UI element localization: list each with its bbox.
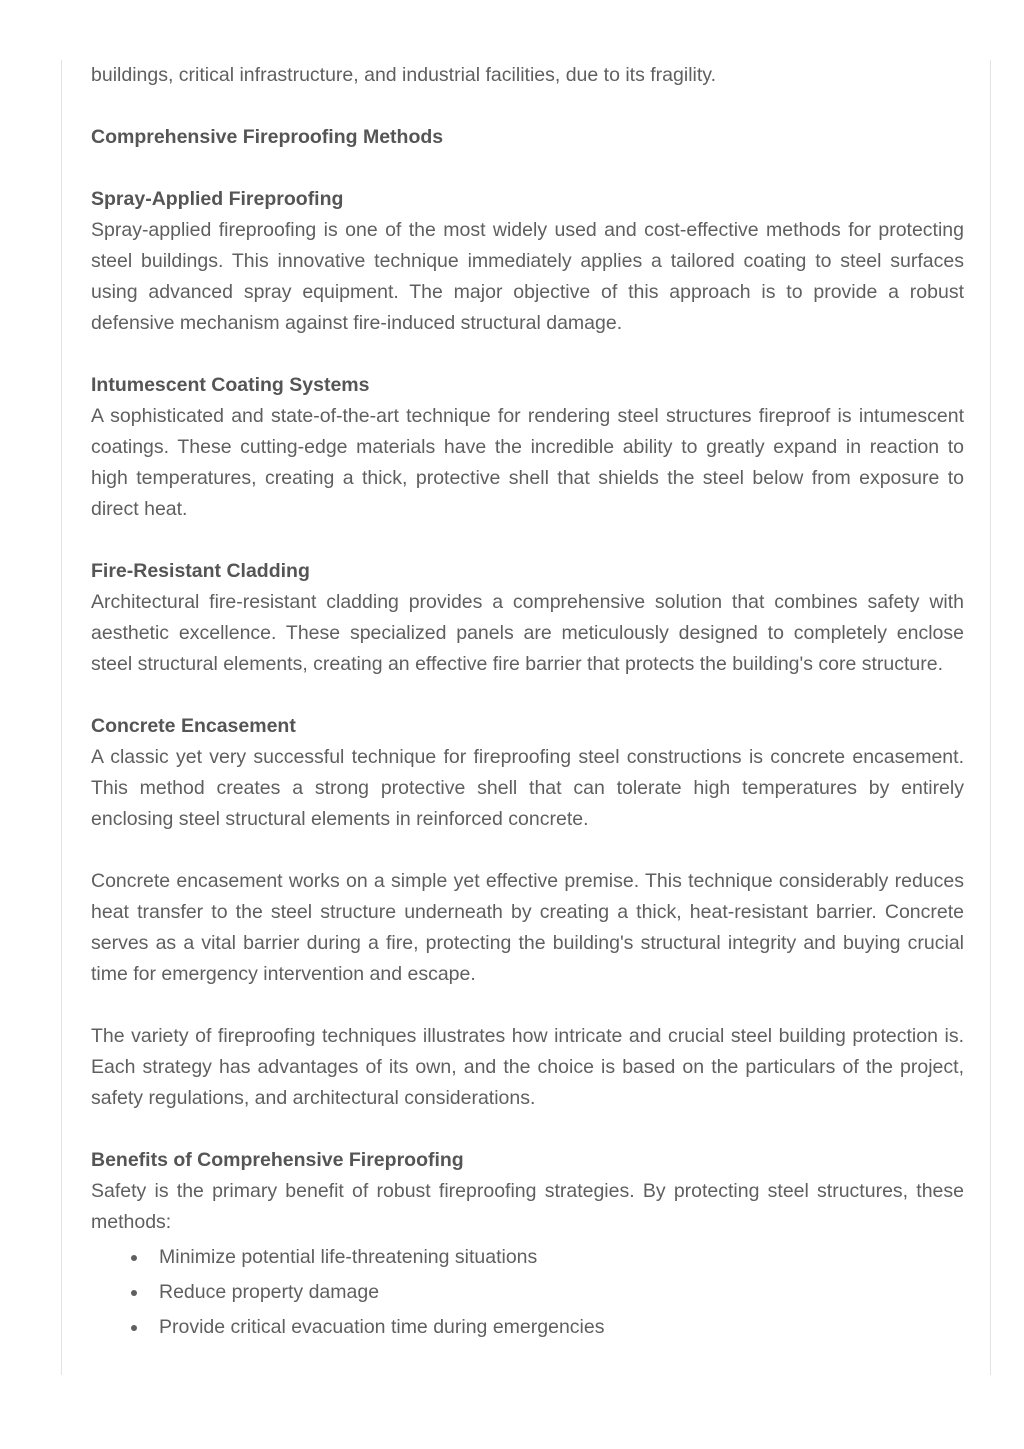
list-item: Reduce property damage	[159, 1277, 964, 1308]
article-content	[91, 60, 964, 1347]
section-body-cladding: Architectural fire-resistant cladding provides a comprehensive solution that combines safety with aesthetic excellence. These specialized panels are meticulously designed to completely enclose steel structural elements, creating an effective fire barrier that protects the building's core structure.	[91, 591, 964, 675]
section-body-spray: Spray-applied fireproofing is one of the most widely used and cost-effective methods for protecting steel buildings. This innovative technique immediately applies a tailored coating to steel surfaces using advanced spray equipment. The major objective of this approach is to provide a robust defensive mechanism against fire-induced structural damage.	[91, 219, 964, 334]
section-heading-intumescent: Intumescent Coating Systems	[91, 374, 370, 396]
list-item: Provide critical evacuation time during emergencies	[159, 1312, 964, 1343]
benefits-lead: Safety is the primary benefit of robust fireproofing strategies. By protecting steel structures, these methods:	[91, 1180, 964, 1233]
section-body-concrete: A classic yet very successful technique for fireproofing steel constructions is concrete encasement. This method creates a strong protective shell that can tolerate high temperatures by entirely enclosing steel structural elements in reinforced concrete.	[91, 746, 964, 830]
section-body-intumescent: A sophisticated and state-of-the-art technique for rendering steel structures fireproof is intumescent coatings. These cutting-edge materials have the incredible ability to greatly expand in reaction to high temperatures, creating a thick, protective shell that shields the steel below from exposure to direct heat.	[91, 405, 964, 520]
section-heading-spray: Spray-Applied Fireproofing	[91, 188, 344, 210]
section-heading-concrete: Concrete Encasement	[91, 715, 296, 737]
section-heading-cladding: Fire-Resistant Cladding	[91, 560, 310, 582]
benefits-list	[91, 1242, 964, 1343]
intro-fragment: buildings, critical infrastructure, and industrial facilities, due to its fragility.	[91, 64, 716, 86]
article-card	[61, 60, 991, 1375]
paragraph-concrete-premise: Concrete encasement works on a simple yet effective premise. This technique considerably reduces heat transfer to the steel structure underneath by creating a thick, heat-resistant barrier. Concrete serves as a vital barrier during a fire, protecting the building's structural integrity and buying crucial time for emergency intervention and escape.	[91, 870, 964, 985]
methods-heading: Comprehensive Fireproofing Methods	[91, 126, 444, 148]
list-item: Minimize potential life-threatening situations	[159, 1242, 964, 1273]
paragraph-variety: The variety of fireproofing techniques illustrates how intricate and crucial steel building protection is. Each strategy has advantages of its own, and the choice is based on the particulars of the project, safety regulations, and architectural considerations.	[91, 1025, 964, 1109]
benefits-heading: Benefits of Comprehensive Fireproofing	[91, 1149, 464, 1171]
